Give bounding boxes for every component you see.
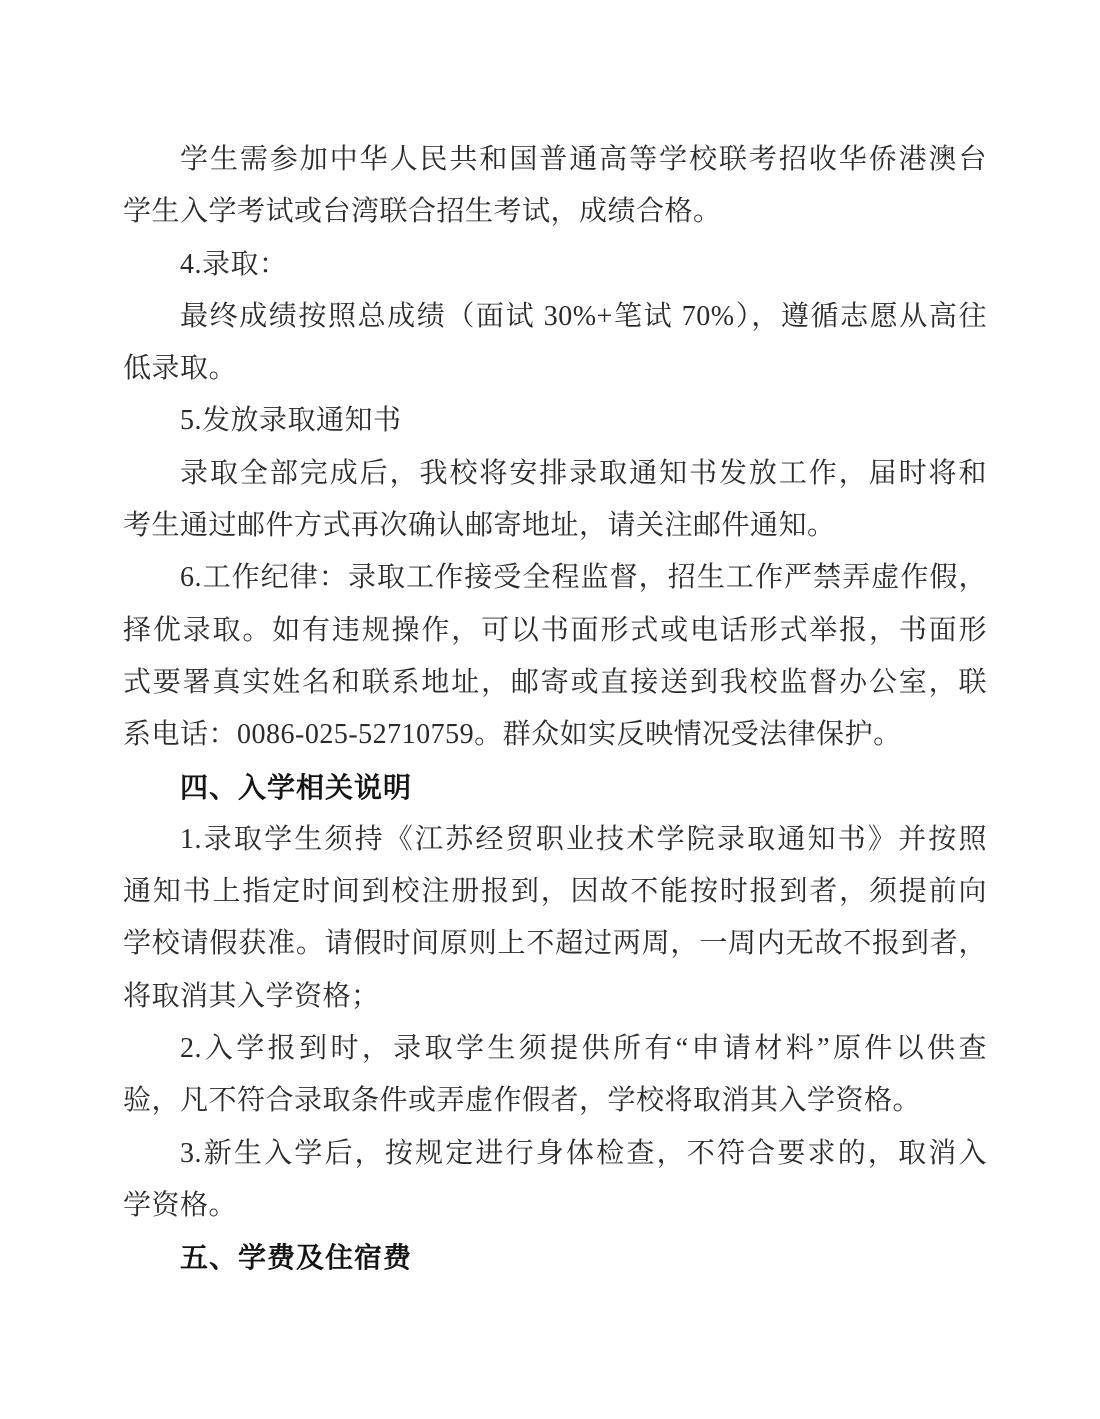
text-line: 4.录取： [180, 248, 288, 280]
text-line: 将取消其入学资格； [123, 980, 380, 1012]
paragraph [123, 814, 987, 1023]
paragraph [123, 1128, 987, 1233]
text-line: 3.新生入学后，按规定进行身体检查，不符合要求的，取消入 [180, 1137, 987, 1169]
text-line: 学生入学考试或台湾联合招生考试，成绩合格。 [123, 196, 722, 228]
text-line: 学资格。 [123, 1189, 238, 1221]
text-line: 通知书上指定时间到校注册报到，因故不能按时报到者，须提前向 [123, 876, 987, 908]
heading-line: 四、入学相关说明 [180, 771, 413, 803]
section-heading [123, 762, 987, 814]
paragraph [123, 448, 987, 553]
text-line: 6.工作纪律：录取工作接受全程监督，招生工作严禁弄虚作假， [180, 562, 987, 594]
paragraph [123, 1023, 987, 1128]
text-line: 学校请假获准。请假时间原则上不超过两周，一周内无故不报到者， [123, 928, 987, 960]
paragraph [123, 395, 987, 447]
text-line: 2.入学报到时，录取学生须提供所有“申请材料”原件以供查 [180, 1033, 987, 1065]
paragraph [123, 134, 987, 239]
text-line: 验，凡不符合录取条件或弄虚作假者，学校将取消其入学资格。 [123, 1085, 922, 1117]
section-heading [123, 1232, 987, 1284]
document-text [123, 134, 987, 1285]
text-line: 最终成绩按照总成绩（面试 30%+笔试 70%），遵循志愿从高往 [180, 300, 987, 332]
text-line: 录取全部完成后，我校将安排录取通知书发放工作，届时将和 [180, 457, 987, 489]
text-line: 学生需参加中华人民共和国普通高等学校联考招收华侨港澳台 [180, 144, 987, 175]
text-line: 择优录取。如有违规操作，可以书面形式或电话形式举报，书面形 [123, 614, 987, 646]
heading-line: 五、学费及住宿费 [180, 1242, 413, 1274]
paragraph [123, 552, 987, 761]
text-line: 低录取。 [123, 353, 238, 385]
paragraph [123, 291, 987, 396]
text-line: 系电话：0086-025-52710759。群众如实反映情况受法律保护。 [123, 719, 902, 751]
text-line: 1.录取学生须持《江苏经贸职业技术学院录取通知书》并按照 [180, 823, 987, 855]
text-line: 考生通过邮件方式再次确认邮寄地址，请关注邮件通知。 [123, 510, 836, 542]
text-line: 式要署真实姓名和联系地址，邮寄或直接送到我校监督办公室，联 [123, 666, 987, 698]
text-line: 5.发放录取通知书 [180, 405, 402, 437]
paragraph [123, 239, 987, 291]
